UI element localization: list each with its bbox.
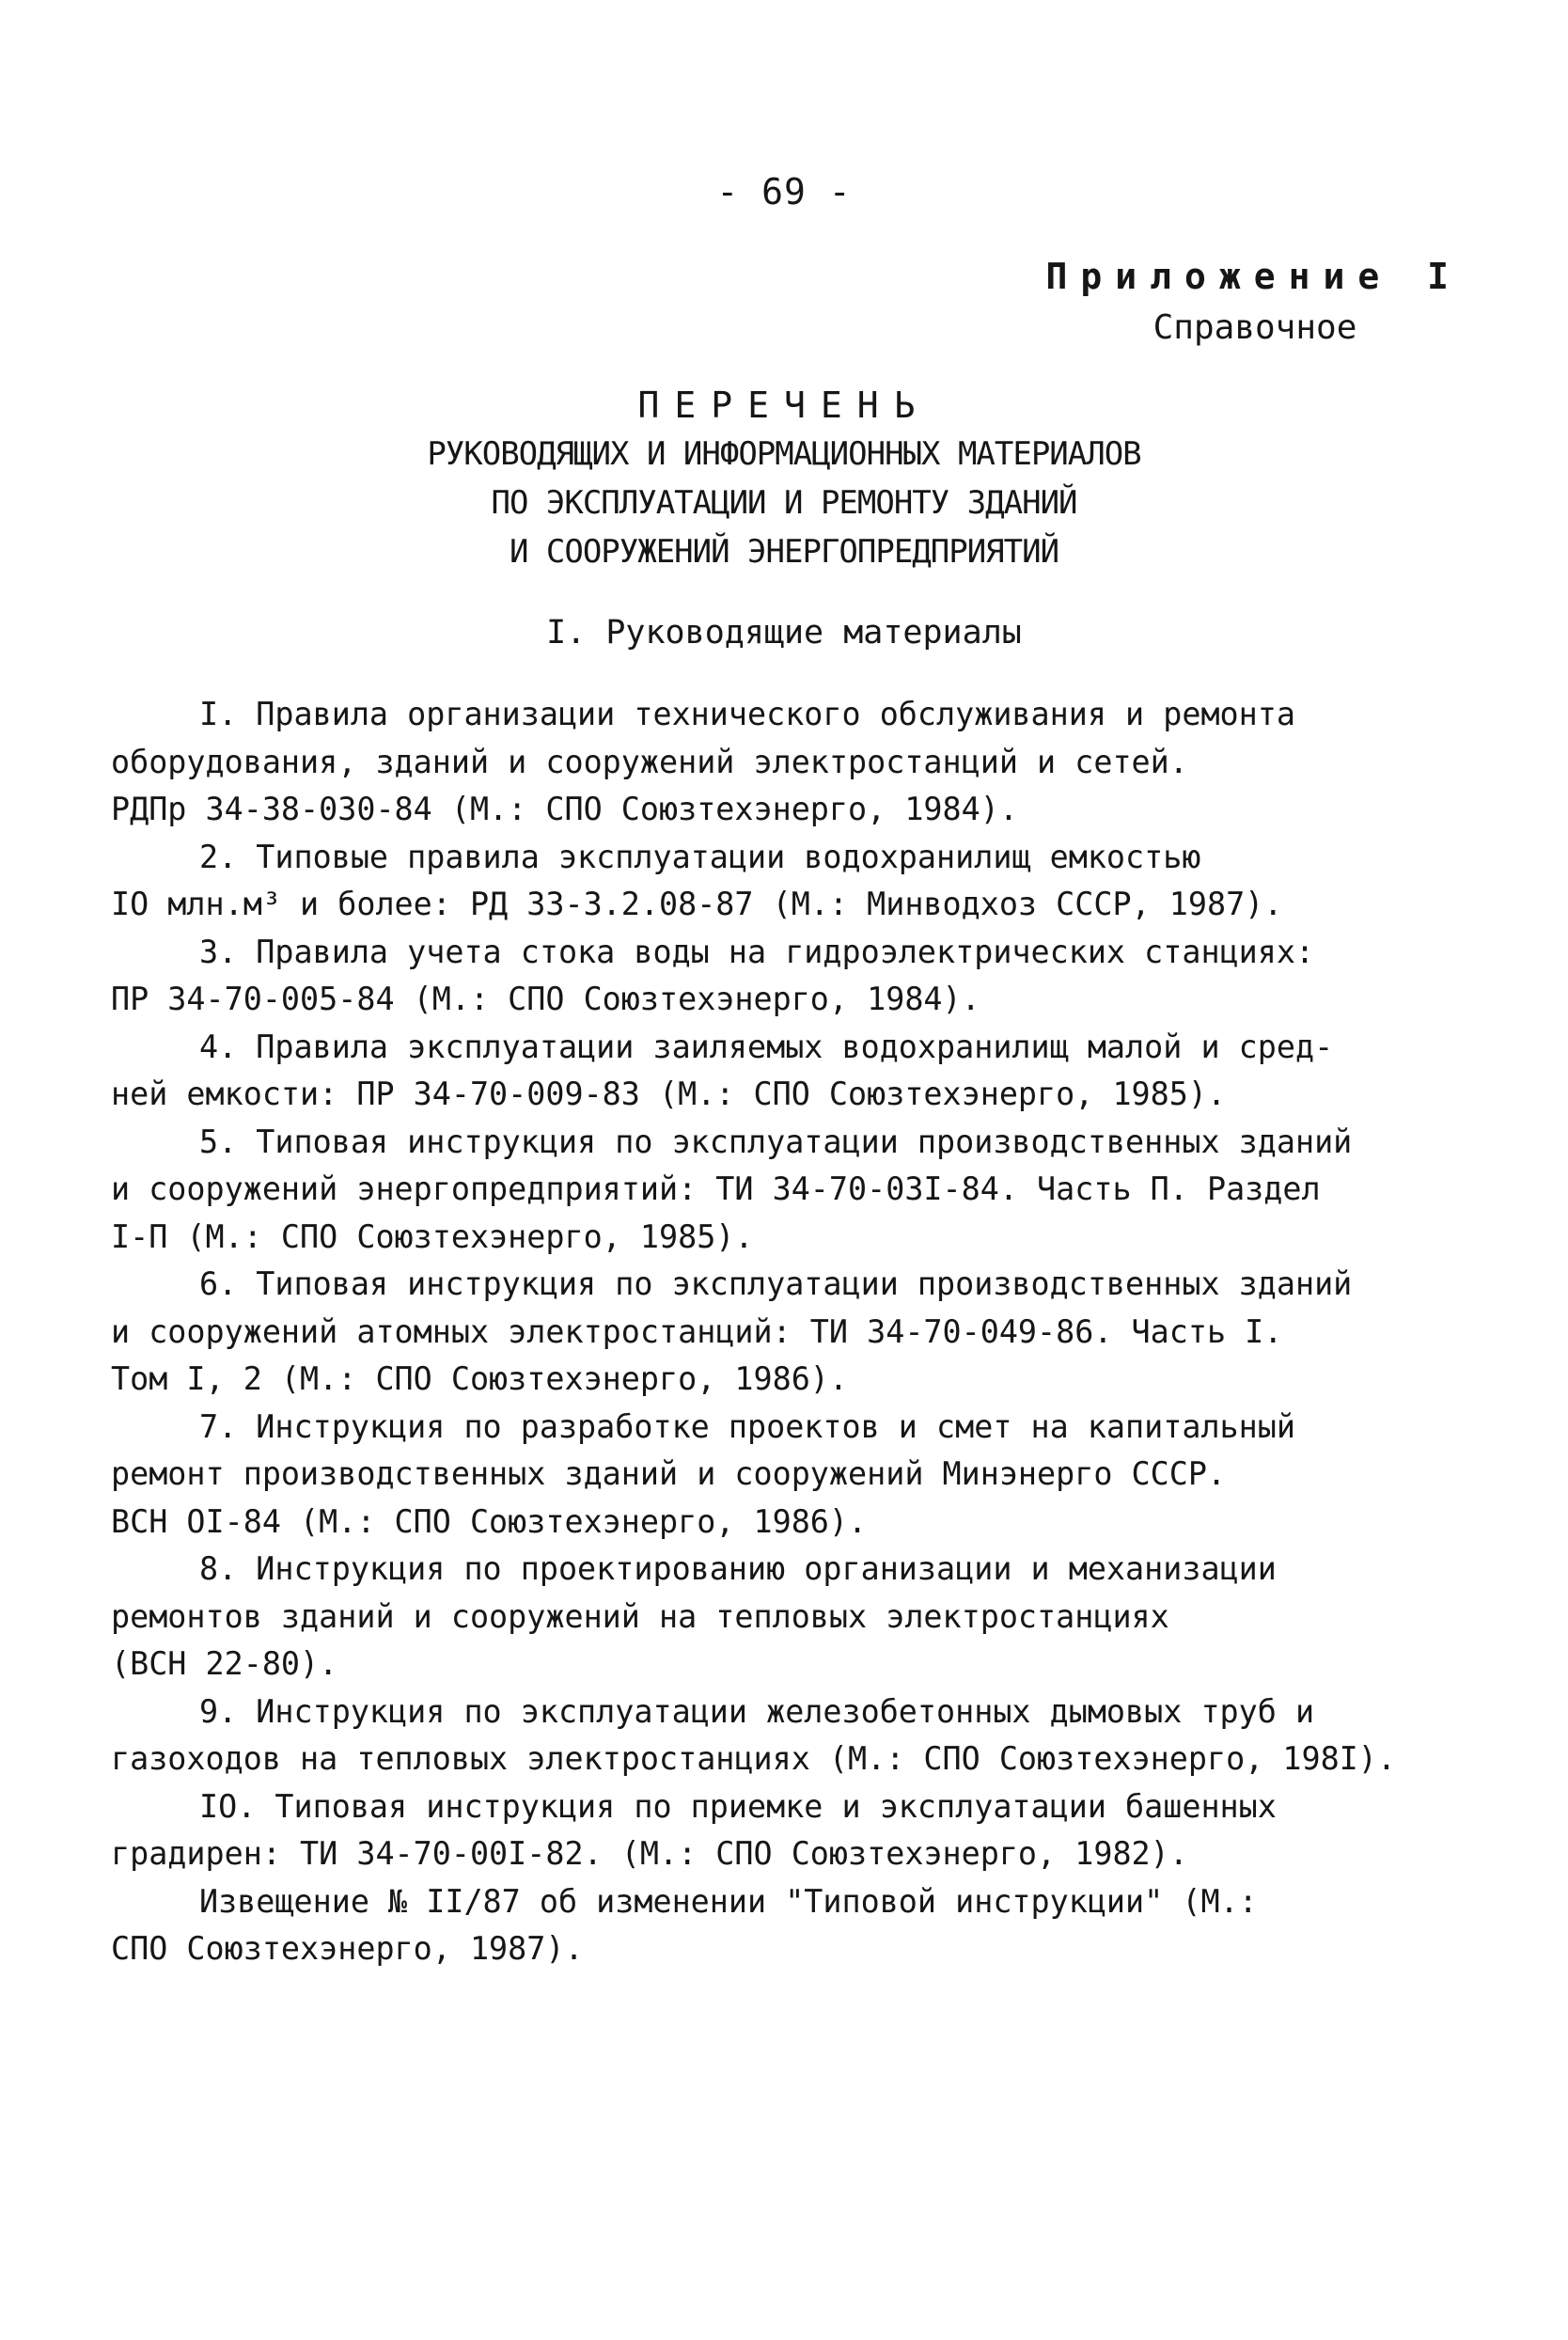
text-line: Извещение № II/87 об изменении "Типовой инструкции" (М.: (199, 1882, 1258, 1920)
page-number: - 69 - (716, 171, 852, 212)
text-line: 2. Типовые правила эксплуатации водохранилищ емкостью (199, 838, 1201, 875)
text-line: и сооружений атомных электростанций: ТИ 34-70-049-86. Часть I. (111, 1312, 1283, 1350)
title-line: РУКОВОДЯЩИХ И ИНФОРМАЦИОННЫХ МАТЕРИАЛОВ (427, 435, 1141, 473)
text-line: ПР 34-70-005-84 (М.: СПО Союзтехэнерго, 1984). (111, 981, 980, 1017)
text-line: ремонт производственных зданий и сооружений Минэнерго СССР. (111, 1455, 1227, 1492)
text-line: IO млн.м³ и более: РД 33-3.2.08-87 (М.: Минводхоз СССР, 1987). (111, 886, 1283, 922)
text-line: 6. Типовая инструкция по эксплуатации производственных зданий (199, 1265, 1353, 1302)
text-line: 3. Правила учета стока воды на гидроэлектрических станциях: (199, 933, 1315, 970)
text-line: 5. Типовая инструкция по эксплуатации производственных зданий (199, 1123, 1353, 1160)
text-line: ней емкости: ПР 34-70-009-83 (М.: СПО Союзтехэнерго, 1985). (111, 1076, 1227, 1112)
text-line: I. Правила организации технического обслуживания и ремонта (199, 696, 1295, 732)
text-line: (ВСН 22-80). (111, 1645, 338, 1682)
section-heading: I. Руководящие материалы (546, 614, 1022, 652)
title-line: И СООРУЖЕНИЙ ЭНЕРГОПРЕДПРИЯТИЙ (509, 533, 1059, 571)
text-line: градирен: ТИ 34-70-00I-82. (М.: СПО Союзтехэнерго, 1982). (111, 1835, 1188, 1872)
document-title (0, 381, 1568, 576)
appendix-block (935, 256, 1462, 347)
text-line: 7. Инструкция по разработке проектов и смет на капитальный (199, 1407, 1295, 1445)
title-line: ПО ЭКСПЛУАТАЦИИ И РЕМОНТУ ЗДАНИЙ (491, 484, 1077, 522)
text-line: 9. Инструкция по эксплуатации железобетонных дымовых труб и (199, 1692, 1315, 1730)
text-line: ремонтов зданий и сооружений на тепловых электростанциях (111, 1597, 1169, 1635)
text-line: газоходов на тепловых электростанциях (М.: СПО Союзтехэнерго, 198I). (111, 1740, 1396, 1777)
appendix-label: Приложение I (1045, 256, 1462, 297)
text-line: 8. Инструкция по проектированию организации и механизации (199, 1550, 1277, 1587)
text-line: РДПр 34-38-030-84 (М.: СПО Союзтехэнерго, 1984). (111, 791, 1018, 827)
text-line: СПО Союзтехэнерго, 1987). (111, 1930, 584, 1967)
text-line: IO. Типовая инструкция по приемке и эксплуатации башенных (199, 1787, 1277, 1825)
reference-list (111, 691, 1396, 1973)
text-line: Том I, 2 (М.: СПО Союзтехэнерго, 1986). (111, 1360, 849, 1397)
text-line: ВСН OI-84 (М.: СПО Союзтехэнерго, 1986). (111, 1502, 868, 1540)
text-line: I-П (М.: СПО Союзтехэнерго, 1985). (111, 1217, 754, 1255)
title-main: ПЕРЕЧЕНЬ (637, 385, 931, 426)
appendix-type: Справочное (1152, 308, 1357, 347)
text-line: и сооружений энергопредприятий: ТИ 34-70-03I-84. Часть П. Раздел (111, 1170, 1321, 1207)
text-line: оборудования, зданий и сооружений электростанций и сетей. (111, 743, 1188, 780)
text-line: 4. Правила эксплуатации заиляемых водохранилищ малой и сред- (199, 1028, 1334, 1065)
